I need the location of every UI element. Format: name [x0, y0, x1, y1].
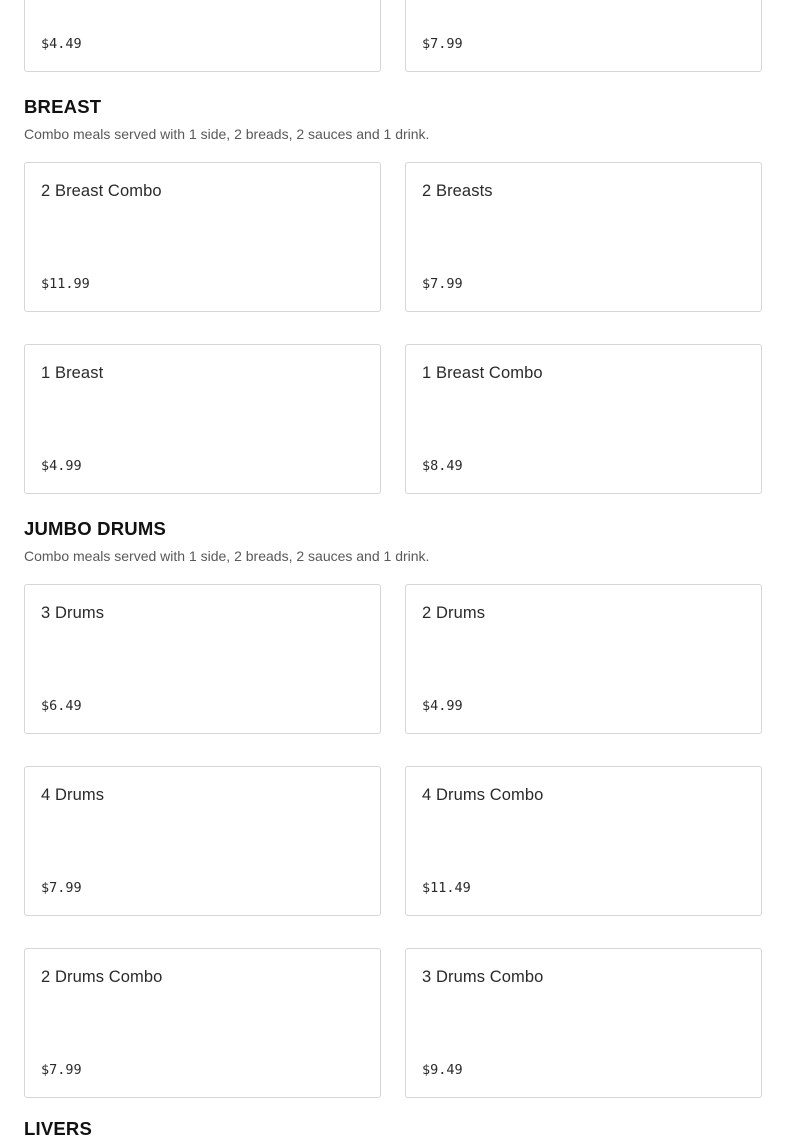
item-price: $11.49	[422, 880, 471, 896]
item-price: $4.49	[41, 36, 82, 52]
item-name: 4 Drums	[41, 786, 105, 804]
item-price: $8.49	[422, 458, 463, 474]
item-price: $6.49	[41, 698, 82, 714]
item-price: $7.99	[41, 1062, 82, 1078]
menu-item-card[interactable]	[24, 766, 381, 916]
menu-item-card[interactable]	[405, 948, 762, 1098]
item-name: 2 Breasts	[422, 182, 493, 200]
menu-item-card[interactable]	[405, 162, 762, 312]
menu-item-card[interactable]	[24, 344, 381, 494]
item-name: 2 Breast Combo	[41, 182, 162, 200]
section-title-livers: LIVERS	[24, 1118, 93, 1139]
item-price: $11.99	[41, 276, 90, 292]
menu-item-card[interactable]	[405, 0, 762, 72]
item-name: 3 Drums	[41, 604, 105, 622]
menu-item-card[interactable]	[24, 584, 381, 734]
menu-item-card[interactable]	[405, 344, 762, 494]
item-name: 1 Breast	[41, 364, 104, 382]
section-description: Combo meals served with 1 side, 2 breads, 2 sauces and 1 drink.	[24, 548, 430, 564]
item-price: $4.99	[422, 698, 463, 714]
section-title-breast: BREAST	[24, 96, 102, 117]
item-name: 3 Drums Combo	[422, 968, 544, 986]
item-name: 1 Breast Combo	[422, 364, 543, 382]
item-name: 4 Drums Combo	[422, 786, 544, 804]
menu-item-card[interactable]	[405, 766, 762, 916]
item-price: $7.99	[41, 880, 82, 896]
item-price: $7.99	[422, 276, 463, 292]
item-name: 2 Drums	[422, 604, 486, 622]
menu-item-card[interactable]	[24, 162, 381, 312]
item-price: $9.49	[422, 1062, 463, 1078]
menu-item-card[interactable]	[405, 584, 762, 734]
menu-item-card[interactable]	[24, 0, 381, 72]
section-title-jumbo-drums: JUMBO DRUMS	[24, 518, 166, 539]
section-description: Combo meals served with 1 side, 2 breads, 2 sauces and 1 drink.	[24, 126, 430, 142]
item-price: $7.99	[422, 36, 463, 52]
menu-item-card[interactable]	[24, 948, 381, 1098]
item-name: 2 Drums Combo	[41, 968, 163, 986]
item-price: $4.99	[41, 458, 82, 474]
